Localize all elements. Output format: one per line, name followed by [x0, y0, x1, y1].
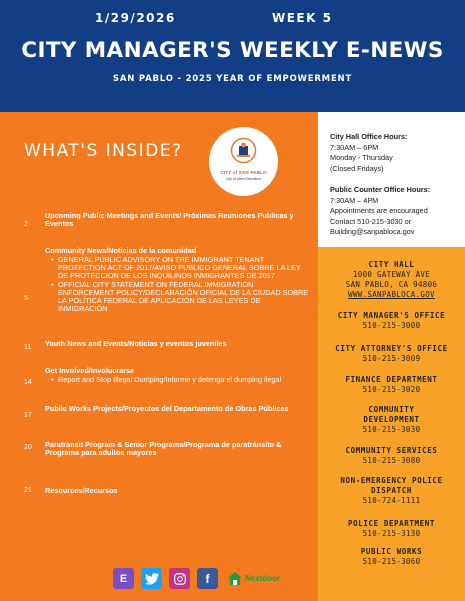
department-phone[interactable]: 510-215-3000: [362, 321, 421, 330]
toc-heading[interactable]: Community News/Noticias de la comunidad: [45, 246, 197, 255]
nextdoor-label: Nextdoor: [245, 574, 281, 583]
toc-page-number: 5: [24, 295, 28, 302]
toc-bullet-list: [51, 256, 309, 313]
city-logo: [209, 127, 278, 196]
department-name: COMMUNITY SERVICES: [345, 446, 438, 455]
department-contact: [318, 476, 465, 506]
department-contact: [318, 547, 465, 567]
whats-inside-title: WHAT'S INSIDE?: [24, 141, 183, 161]
department-name: CITY ATTORNEY'S OFFICE: [335, 344, 448, 353]
toc-heading[interactable]: Resources/Recursos: [45, 486, 118, 495]
facebook-glyph: f: [205, 571, 210, 586]
toc-heading[interactable]: Public Works Projects/Proyectos del Departamento de Obras Públicas: [45, 404, 289, 413]
newsletter-header: [0, 0, 465, 112]
website-link[interactable]: WWW.SANPABLOCA.GOV: [348, 290, 435, 299]
hours-line: 7:30AM – 4PM: [330, 195, 379, 205]
bird-icon: [145, 573, 159, 585]
toc-bullet[interactable]: • GENERAL PUBLIC ADVISORY ON THE IMMIGRANT TENANT PROTECTION ACT OF 2017/AVISO PUBLICO GENERAL SOBRE LA LEY DE PROTECCION DE LOS INQUILINOS INMIGRANTES DE 2017: [51, 256, 309, 281]
hours-line: Contact 510-215-3030 or: [330, 216, 412, 226]
department-phone[interactable]: 510-215-3020: [362, 385, 421, 394]
email-icon[interactable]: [113, 568, 134, 589]
public-counter-hours: [330, 185, 462, 238]
toc-page-number: 2: [24, 221, 28, 228]
department-name: CITY MANAGER'S OFFICE: [337, 311, 446, 320]
city-hall-hours-title: City Hall Office Hours:: [330, 132, 408, 141]
issue-date: 1/29/2026: [95, 11, 176, 25]
department-phone[interactable]: 510-215-3030: [362, 425, 421, 434]
toc-page-number: 21: [24, 487, 32, 494]
toc-bullet[interactable]: • Report and Stop Illegal Dumping/Informe y detenga el dumping ilegal: [51, 376, 309, 384]
department-contact: [318, 405, 465, 435]
facebook-icon[interactable]: [197, 568, 218, 589]
email-glyph: E: [119, 572, 128, 585]
hours-line: Monday - Thursday: [330, 153, 393, 162]
department-phone[interactable]: 510-215-3009: [362, 354, 421, 363]
city-hall-hours: [330, 132, 462, 174]
department-phone[interactable]: 510-724-1111: [362, 496, 421, 505]
logo-tagline: City of New Directions: [225, 177, 262, 181]
toc-page-number: 20: [24, 444, 32, 451]
address-line: 1000 GATEWAY AVE: [352, 270, 431, 279]
toc-page-number: 17: [24, 412, 32, 419]
toc-bullet[interactable]: • OFFICIAL CITY STATEMENT ON FEDERAL IMMIGRATION ENFORCEMENT POLICY/DECLARACIÓN OFICIAL DE LA CIUDAD SOBRE LA POLÍTICA FEDERAL DE APLICACIÓN DE LAS LEYES DE INMIGRACIÓN: [51, 281, 309, 314]
whats-inside-panel: [0, 112, 318, 601]
department-contact: [318, 519, 465, 539]
toc-heading[interactable]: Paratransit Program & Senior Programs/Programa de paratránsito & Programa para adultos mayores: [45, 440, 282, 458]
toc-heading[interactable]: Youth News and Events/Noticias y eventos juveniles: [45, 339, 227, 348]
toc-page-number: 14: [24, 379, 32, 386]
issue-week: WEEK 5: [272, 11, 333, 25]
department-contact: [318, 311, 465, 331]
toc-heading[interactable]: Upcoming Public Meetings and Events/ Próximas Reuniones Publicas y Eventos: [45, 211, 294, 229]
twitter-icon[interactable]: [141, 568, 162, 589]
toc-page-number: 11: [24, 344, 32, 351]
department-name: FINANCE DEPARTMENT: [345, 375, 438, 384]
office-hours-panel: [318, 112, 465, 247]
social-links: [113, 568, 280, 589]
toc-bullet-list: [51, 376, 309, 384]
public-counter-hours-title: Public Counter Office Hours:: [330, 185, 431, 194]
city-hall-contact: [318, 260, 465, 300]
department-contact: [318, 375, 465, 395]
department-phone[interactable]: 510-215-3080: [362, 456, 421, 465]
nextdoor-link[interactable]: [227, 571, 280, 586]
newsletter-subtitle: SAN PABLO - 2025 YEAR OF EMPOWERMENT: [112, 74, 353, 84]
instagram-icon[interactable]: [169, 568, 190, 589]
department-phone[interactable]: 510-215-3060: [362, 557, 421, 566]
camera-icon: [173, 572, 187, 586]
department-name: PUBLIC WORKS: [360, 547, 423, 556]
department-phone[interactable]: 510-215-3130: [362, 529, 421, 538]
toc-heading[interactable]: Get Involved/Involucrarse: [45, 366, 135, 375]
house-icon: [227, 571, 243, 586]
hours-line: 7:30AM – 6PM: [330, 142, 379, 152]
contact-name: CITY HALL: [368, 260, 415, 269]
contact-directory: [318, 247, 465, 601]
department-contact: [318, 344, 465, 364]
department-name: NON-EMERGENCY POLICE DISPATCH: [340, 476, 443, 495]
newsletter-title: CITY MANAGER'S WEEKLY E-NEWS: [21, 38, 444, 63]
address-line: SAN PABLO, CA 94806: [345, 280, 438, 289]
logo-name: CITY of SAN PABLO: [220, 170, 267, 175]
department-name: POLICE DEPARTMENT: [348, 519, 435, 528]
hours-line: Appointments are encouraged: [330, 206, 428, 215]
department-name: COMMUNITY DEVELOPMENT: [363, 405, 420, 424]
city-seal-icon: [230, 137, 257, 164]
building-email-link[interactable]: Building@sanpabloca.gov: [330, 227, 415, 236]
hours-line: (Closed Fridays): [330, 163, 384, 173]
department-contact: [318, 446, 465, 466]
